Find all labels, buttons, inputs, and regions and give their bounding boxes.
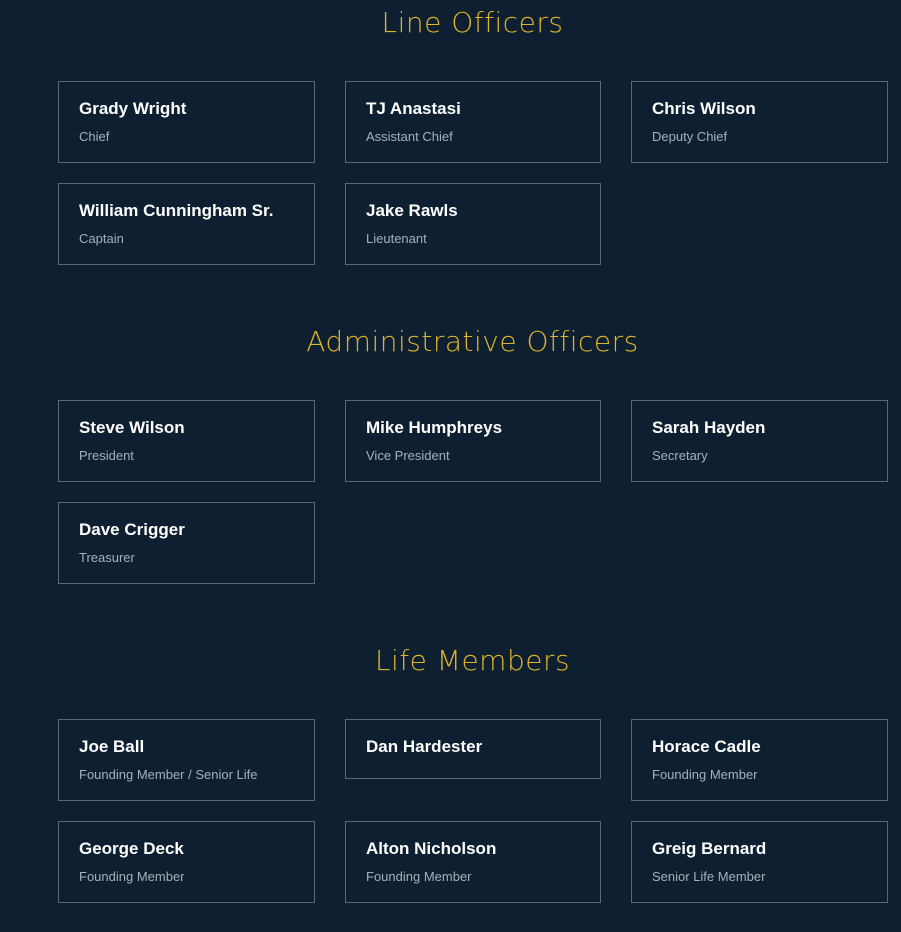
- member-role: Founding Member: [366, 869, 472, 884]
- member-card-sarah-hayden: [631, 400, 888, 482]
- section-title-administrative-officers: Administrative Officers: [306, 325, 639, 358]
- member-role: Senior Life Member: [652, 869, 766, 884]
- member-card-chris-wilson: [631, 81, 888, 163]
- section-title-line-officers: Line Officers: [381, 6, 564, 39]
- member-card-tj-anastasi: [345, 81, 601, 163]
- member-role: Founding Member / Senior Life: [79, 767, 258, 782]
- member-role: Founding Member: [79, 869, 185, 884]
- member-card-william-cunningham: [58, 183, 315, 265]
- member-name: Dave Crigger: [79, 520, 185, 539]
- member-card-jake-rawls: [345, 183, 601, 265]
- member-role: Deputy Chief: [652, 129, 728, 144]
- member-name: Jake Rawls: [366, 201, 458, 220]
- member-name: TJ Anastasi: [366, 99, 461, 118]
- member-role: Secretary: [652, 448, 708, 463]
- member-card-alton-nicholson: [345, 821, 601, 903]
- member-card-george-deck: [58, 821, 315, 903]
- member-role: Assistant Chief: [366, 129, 453, 144]
- member-card-joe-ball: [58, 719, 315, 801]
- member-card-mike-humphreys: [345, 400, 601, 482]
- member-card-greig-bernard: [631, 821, 888, 903]
- member-role: Lieutenant: [366, 231, 427, 246]
- member-card-dan-hardester: [345, 719, 601, 779]
- member-role: Founding Member: [652, 767, 758, 782]
- member-name: Grady Wright: [79, 99, 187, 118]
- member-name: Horace Cadle: [652, 737, 761, 756]
- member-name: Joe Ball: [79, 737, 145, 756]
- section-title-life-members: Life Members: [374, 644, 571, 677]
- member-name: Alton Nicholson: [366, 839, 497, 858]
- member-name: Steve Wilson: [79, 418, 185, 437]
- member-name: George Deck: [79, 839, 184, 858]
- member-name: Sarah Hayden: [652, 418, 766, 437]
- member-role: President: [79, 448, 134, 463]
- member-role: Vice President: [366, 448, 450, 463]
- member-role: Captain: [79, 231, 124, 246]
- member-card-grady-wright: [58, 81, 315, 163]
- member-role: Chief: [79, 129, 110, 144]
- member-role: Treasurer: [79, 550, 135, 565]
- member-card-dave-crigger: [58, 502, 315, 584]
- member-name: Chris Wilson: [652, 99, 756, 118]
- member-name: Greig Bernard: [652, 839, 767, 858]
- member-card-steve-wilson: [58, 400, 315, 482]
- member-name: William Cunningham Sr.: [79, 201, 274, 220]
- member-name: Mike Humphreys: [366, 418, 503, 437]
- member-name: Dan Hardester: [366, 737, 483, 756]
- member-card-horace-cadle: [631, 719, 888, 801]
